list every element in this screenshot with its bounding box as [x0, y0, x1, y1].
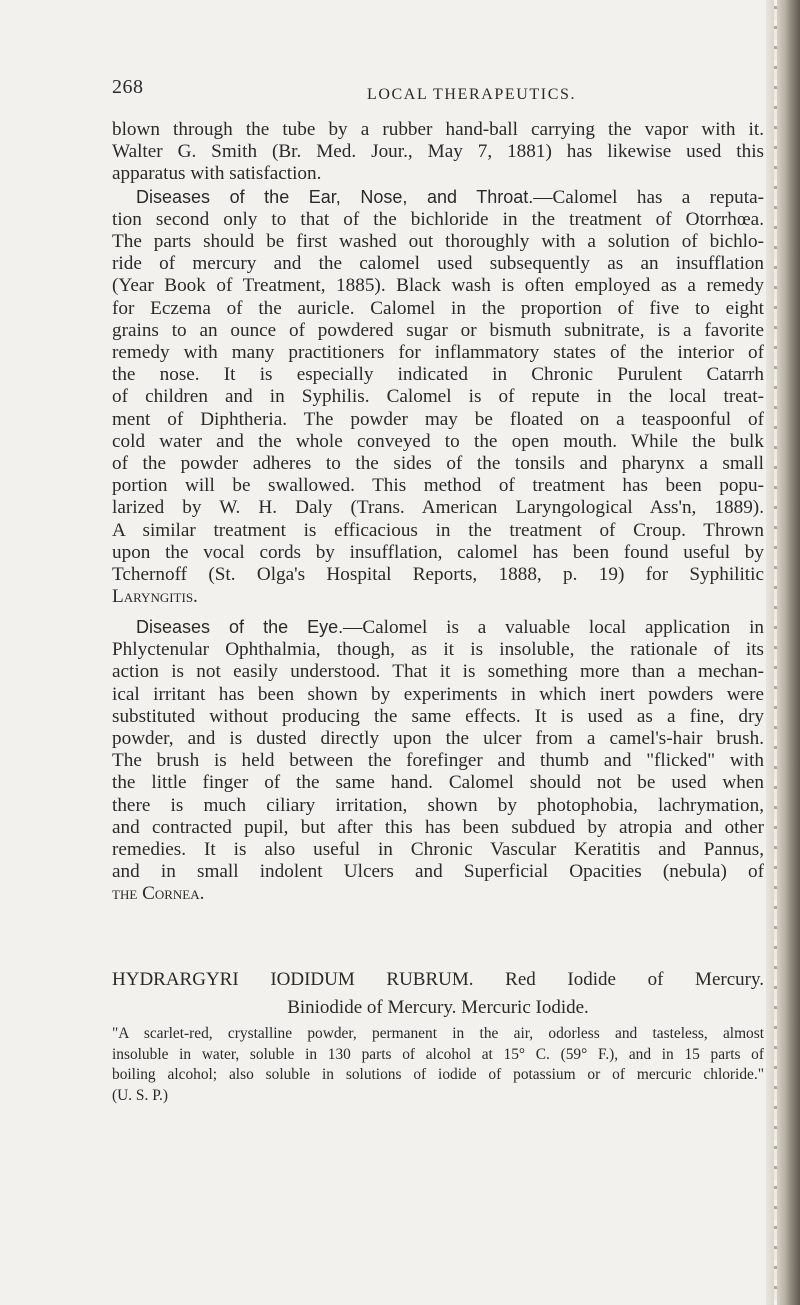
text-line: The parts should be first washed out thoroughly with a solution of bichlo- [112, 231, 764, 253]
text-line: there is much ciliary irritation, shown by photophobia, lachrymation, [112, 794, 764, 816]
running-title: LOCAL THERAPEUTICS. [367, 86, 577, 103]
text-run: —Calomel is a valuable local application in [343, 617, 764, 638]
text-line: the nose. It is especially indicated in Chronic Purulent Catarrh [112, 364, 764, 386]
text-line: portion will be swallowed. This method of treatment has been popu- [112, 475, 764, 497]
text-line: the Cornea. [112, 883, 205, 905]
text-run: —Calomel has a reputa- [533, 186, 765, 208]
text-line: Walter G. Smith (Br. Med. Jour., May 7, 1881) has likewise used this [112, 141, 764, 163]
text-line: of the powder adheres to the sides of the tonsils and pharynx a small [112, 453, 764, 475]
section-heading: Diseases of the Eye. [136, 617, 344, 637]
text-line: upon the vocal cords by insufflation, calomel has been found useful by [112, 541, 764, 563]
pharmacopoeia-quote [112, 1024, 764, 1106]
text-line: Laryngitis. [112, 586, 198, 608]
text-line: of children and in Syphilis. Calomel is of repute in the local treat- [112, 386, 764, 408]
text-line: ical irritant has been shown by experiments in which inert powders were [112, 683, 764, 705]
section-heading: Diseases of the Ear, Nose, and Throat. [136, 186, 534, 207]
text-line: remedy with many practitioners for inflammatory states of the interior of [112, 342, 764, 364]
text-line: action is not easily understood. That it is something more than a mechan- [112, 661, 764, 683]
page-number: 268 [112, 76, 144, 98]
text-line: blown through the tube by a rubber hand-ball carrying the vapor with it. [112, 119, 764, 140]
text-line: cold water and the whole conveyed to the open mouth. While the bulk [112, 430, 764, 452]
quote-line: "A scarlet-red, crystalline powder, permanent in the air, odorless and tasteless, almost [112, 1025, 764, 1042]
text-line: ment of Diphtheria. The powder may be floated on a teaspoonful of [112, 408, 764, 430]
text-line: for Eczema of the auricle. Calomel in the proportion of five to eight [112, 297, 764, 319]
quote-line: boiling alcohol; also soluble in solutions of iodide of potassium or of mercuric chloride." [112, 1066, 764, 1083]
text-line: substituted without producing the same effects. It is used as a fine, dry [112, 705, 764, 727]
quote-line: (U. S. P.) [112, 1086, 169, 1104]
paragraph-lead-line [112, 186, 764, 209]
text-line: powder, and is dusted directly upon the ulcer from a camel's-hair brush. [112, 728, 764, 750]
quote-line: insoluble in water, soluble in 130 parts of alcohol at 15° C. (59° F.), and in 15 parts of [112, 1045, 764, 1063]
text-line: grains to an ounce of powdered sugar or bismuth subnitrate, is a favorite [112, 319, 764, 341]
drug-title: HYDRARGYRI IODIDUM RUBRUM. Red Iodide of Mercury. [112, 969, 764, 990]
drug-synonyms: Biniodide of Mercury. Mercuric Iodide. [287, 997, 589, 1018]
text-line: tion second only to that of the bichloride in the treatment of Otorrhœa. [112, 208, 764, 230]
text-line: A similar treatment is efficacious in the treatment of Croup. Thrown [112, 519, 764, 541]
text-line: (Year Book of Treatment, 1885). Black wash is often employed as a remedy [112, 275, 764, 297]
text-line: Phlyctenular Ophthalmia, though, as it is insoluble, the rationale of its [112, 639, 764, 661]
paragraph-lead-line [112, 616, 764, 639]
page-binding-edge [766, 0, 800, 1305]
text-line: larized by W. H. Daly (Trans. American Laryngological Ass'n, 1889). [112, 497, 764, 519]
text-line: apparatus with satisfaction. [112, 163, 322, 185]
section-iodide-title [112, 966, 764, 1022]
section-eye [112, 616, 764, 906]
text-line: The brush is held between the forefinger and thumb and "flicked" with [112, 750, 764, 772]
text-line: Tchernoff (St. Olga's Hospital Reports, 1888, p. 19) for Syphilitic [112, 564, 764, 586]
text-line: ride of mercury and the calomel used subsequently as an insufflation [112, 253, 764, 275]
text-line: remedies. It is also useful in Chronic Vascular Keratitis and Pannus, [112, 839, 764, 861]
section-ear-nose-throat [112, 119, 764, 608]
text-line: and in small indolent Ulcers and Superficial Opacities (nebula) of [112, 861, 764, 883]
text-line: the little finger of the same hand. Calomel should not be used when [112, 772, 764, 794]
text-line: and contracted pupil, but after this has been subdued by atropia and other [112, 816, 764, 838]
